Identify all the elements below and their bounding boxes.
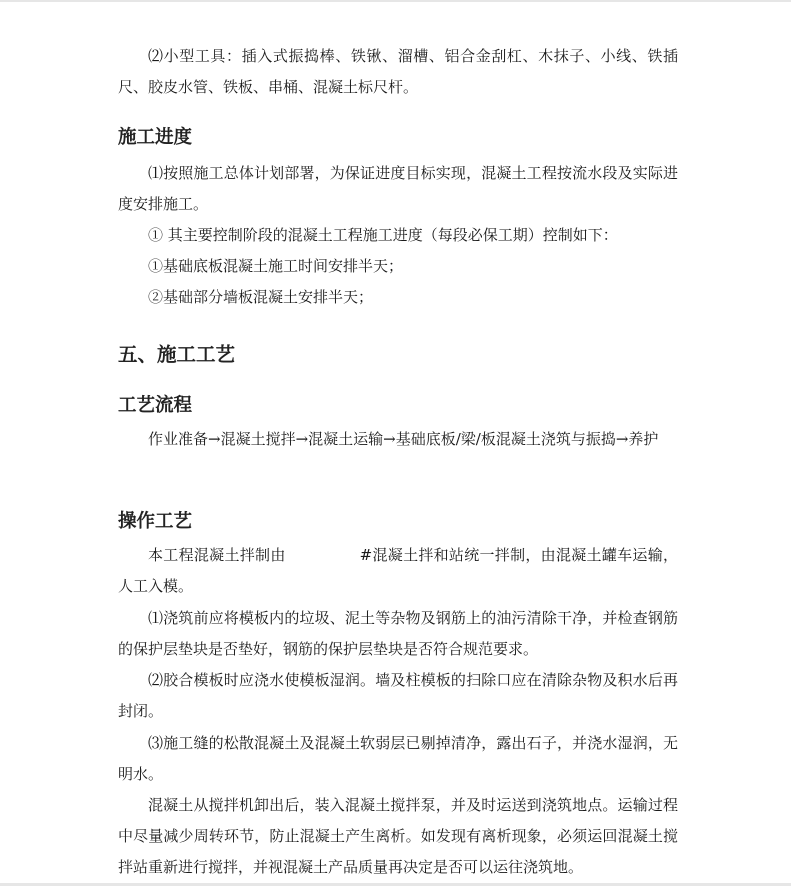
paragraph-construction-joint: ⑶施工缝的松散混凝土及混凝土软弱层已剔掉清净，露出石子，并浇水湿润，无明水。: [118, 734, 678, 783]
paragraph-small-tools: ⑵小型工具：插入式振捣棒、铁锹、溜槽、铝合金刮杠、木抹子、小线、铁插尺、胶皮水管、铁板、串桶、混凝土标尺杆。: [118, 47, 678, 96]
paragraph-transport: 混凝土从搅拌机卸出后，装入混凝土搅拌泵，并及时运送到浇筑地点。运输过程中尽量减少周转环节，防止混凝土产生离析。如发现有离析现象，必须运回混凝土搅拌站重新进行搅拌，并视混凝土产品质量再决定是否可以运往浇筑地。: [118, 796, 678, 876]
paragraph-control-stages: ① 其主要控制阶段的混凝土工程施工进度（每段必保工期）控制如下：: [148, 226, 618, 244]
heading-section-five: 五、施工工艺: [118, 343, 236, 366]
paragraph-foundation-slab: ①基础底板混凝土施工时间安排半天；: [148, 257, 404, 275]
paragraph-foundation-wall: ②基础部分墙板混凝土安排半天；: [148, 288, 374, 306]
page-top-border: [0, 0, 791, 2]
heading-process-flow: 工艺流程: [118, 395, 193, 416]
paragraph-pre-pour-cleaning: ⑴浇筑前应将模板内的垃圾、泥土等杂物及钢筋上的油污清除干净，并检查钢筋的保护层垫块是否垫好，钢筋的保护层垫块是否符合规范要求。: [118, 609, 678, 658]
heading-operation-process: 操作工艺: [118, 511, 193, 532]
paragraph-mixing: [118, 540, 678, 602]
mixing-text-start: 本工程混凝土拌制由: [148, 546, 286, 564]
paragraph-formwork-wetting: ⑵胶合模板时应浇水使模板湿润。墙及柱模板的扫除口应在清除杂物及积水后再封闭。: [118, 671, 678, 720]
heading-construction-schedule: 施工进度: [118, 127, 193, 148]
mixing-text-end: #混凝土拌和站统一拌制，由混凝土罐车运输，人工入模。: [118, 546, 678, 595]
paragraph-schedule-plan: ⑴按照施工总体计划部署，为保证进度目标实现，混凝土工程按流水段及实际进度安排施工。: [118, 164, 678, 213]
paragraph-process-flow: 作业准备→混凝土搅拌→混凝土运输→基础底板/梁/板混凝土浇筑与振捣→养护: [148, 430, 659, 448]
